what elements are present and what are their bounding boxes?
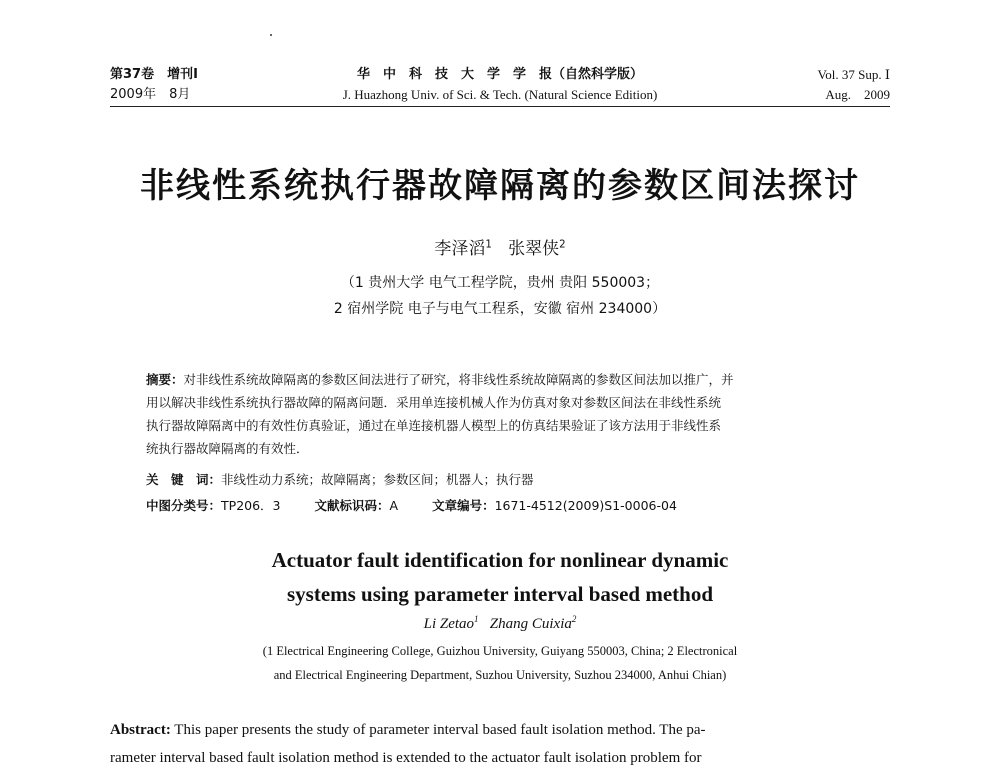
abstract-en-line1: This paper presents the study of parameter interval based fault isolation method. The pa- — [170, 722, 706, 738]
doc-code-label: 文献标识码： — [314, 498, 390, 513]
clc-label: 中图分类号： — [146, 498, 222, 513]
author-en-1: Li Zetao — [423, 616, 475, 632]
author-cn-2-sup: 2 — [559, 239, 566, 251]
header-date-cn: 2009年 8月 — [110, 87, 191, 102]
abstract-cn — [146, 368, 856, 460]
author-en-2: Zhang Cuixia — [489, 616, 572, 632]
keywords-cn-label: 关 键 词： — [146, 472, 222, 487]
abstract-cn-line2: 用以解决非线性系统执行器故障的隔离问题．采用单连接机械人作为仿真对象对参数区间法在非线性系统 — [146, 395, 722, 410]
keywords-cn — [146, 470, 856, 488]
header-journal-cn: 华 中 科 技 大 学 学 报（自然科学版） — [356, 67, 643, 82]
author-en-1-sup: 1 — [474, 614, 479, 624]
abstract-en-label: Abstract: — [110, 722, 171, 738]
author-cn-1-sup: 1 — [485, 239, 492, 251]
classification-cn — [146, 496, 856, 514]
abstract-cn-line1: 对非线性系统故障隔离的参数区间法进行了研究，将非线性系统故障隔离的参数区间法加以推广，并 — [183, 372, 734, 387]
abstract-cn-line4: 统执行器故障隔离的有效性． — [146, 441, 309, 456]
authors-en — [0, 614, 1000, 633]
doc-code-value: A — [389, 498, 399, 513]
paper-title-en-line2: systems using parameter interval based method — [286, 582, 713, 606]
article-no-label: 文章编号： — [432, 498, 495, 513]
abstract-en-line2: rameter interval based fault isolation method is extended to the actuator fault isolation problem for — [110, 750, 702, 766]
author-cn-2: 张翠侠 — [508, 239, 560, 259]
article-no-value: 1671-4512(2009)S1-0006-04 — [494, 498, 677, 513]
author-cn-1: 李泽滔 — [434, 239, 486, 259]
authors-cn — [0, 234, 1000, 259]
scan-speck — [270, 34, 272, 36]
abstract-en — [110, 716, 890, 772]
header-volume-cn: 第37卷 增刊Ⅰ — [110, 67, 198, 82]
paper-title-en-line1: Actuator fault identification for nonlinear dynamic — [271, 548, 729, 572]
header-rule — [110, 106, 890, 107]
affiliation-en-line2: and Electrical Engineering Department, Suzhou University, Suzhou 234000, Anhui Chian) — [273, 668, 727, 682]
keywords-cn-text: 非线性动力系统；故障隔离；参数区间；机器人；执行器 — [221, 472, 534, 487]
header-date-en: Aug. 2009 — [825, 87, 890, 102]
affiliation-cn-line1: （1 贵州大学 电气工程学院，贵州 贵阳 550003； — [340, 275, 660, 291]
abstract-cn-line3: 执行器故障隔离中的有效性仿真验证，通过在单连接机器人模型上的仿真结果验证了该方法用于非线性系 — [146, 418, 722, 433]
author-en-2-sup: 2 — [571, 614, 577, 624]
header-volume-en: Vol. 37 Sup. Ⅰ — [817, 67, 890, 82]
abstract-cn-label: 摘要： — [146, 372, 184, 387]
clc-value: TP206．3 — [221, 498, 281, 513]
header-journal-en: J. Huazhong Univ. of Sci. & Tech. (Natural Science Edition) — [342, 87, 658, 102]
paper-title-cn: 非线性系统执行器故障隔离的参数区间法探讨 — [140, 166, 860, 206]
affiliation-cn-line2: 2 宿州学院 电子与电气工程系，安徽 宿州 234000） — [333, 301, 667, 317]
affiliation-en-line1: (1 Electrical Engineering College, Guizhou University, Guiyang 550003, China; 2 Electronical — [262, 644, 738, 658]
